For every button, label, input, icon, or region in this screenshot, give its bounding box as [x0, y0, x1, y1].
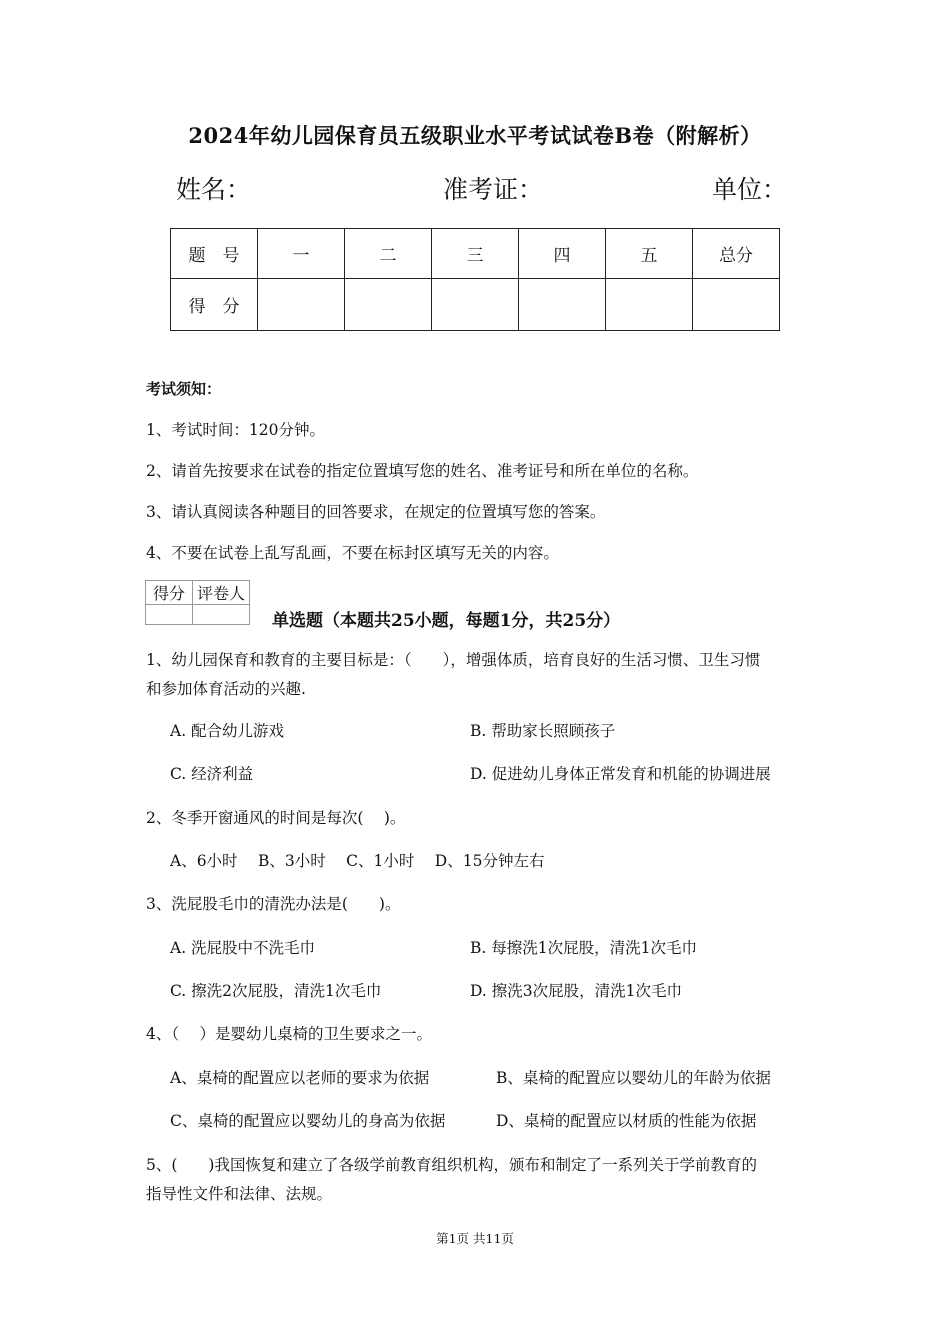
question-stem: 4、（ ）是婴幼儿桌椅的卫生要求之一。 — [146, 1025, 433, 1043]
score-table — [170, 228, 780, 331]
option-c: C. 擦洗2次屁股，清洗1次毛巾 — [170, 982, 382, 1000]
question-stem: 3、洗屁股毛巾的清洗办法是( )。 — [146, 895, 401, 913]
score-table-header-cell: 五 — [606, 229, 693, 279]
section-title: 单选题（本题共25小题，每题1分，共25分） — [272, 611, 621, 631]
name-field-label: 姓名： — [176, 175, 252, 204]
notice-item: 3、请认真阅读各种题目的回答要求，在规定的位置填写您的答案。 — [146, 503, 606, 521]
score-table-header-row — [171, 229, 780, 279]
score-table-score-label: 得 分 — [171, 279, 258, 331]
question-stem: 和参加体育活动的兴趣. — [146, 680, 306, 698]
question-stem: 2、冬季开窗通风的时间是每次( )。 — [146, 809, 406, 827]
score-table-header-cell: 三 — [432, 229, 519, 279]
unit-field-label: 单位： — [712, 175, 788, 204]
score-table-score-row — [171, 279, 780, 331]
grader-box-grader-label: 评卷人 — [193, 581, 250, 605]
exam-id-field-label: 准考证： — [443, 175, 544, 204]
question-stem: 5、( )我国恢复和建立了各级学前教育组织机构，颁布和制定了一系列关于学前教育的 — [146, 1156, 757, 1174]
option-b: B、桌椅的配置应以婴幼儿的年龄为依据 — [496, 1069, 771, 1087]
option-a: A、桌椅的配置应以老师的要求为依据 — [170, 1069, 430, 1087]
score-table-header-cell: 总分 — [693, 229, 780, 279]
grader-box-score-cell[interactable] — [146, 605, 193, 625]
option-c: C. 经济利益 — [170, 765, 254, 783]
question-options: A、6小时 B、3小时 C、1小时 D、15分钟左右 — [170, 852, 545, 870]
option-c: C、桌椅的配置应以婴幼儿的身高为依据 — [170, 1112, 446, 1130]
score-cell[interactable] — [606, 279, 693, 331]
score-cell[interactable] — [258, 279, 345, 331]
grader-box-grader-cell[interactable] — [193, 605, 250, 625]
grader-box-score-label: 得分 — [146, 581, 193, 605]
option-d: D、桌椅的配置应以材质的性能为依据 — [496, 1112, 757, 1130]
option-d: D. 擦洗3次屁股，清洗1次毛巾 — [470, 982, 682, 1000]
grader-box — [145, 580, 250, 625]
option-a: A. 配合幼儿游戏 — [170, 722, 285, 740]
page-title: 2024年幼儿园保育员五级职业水平考试试卷B卷（附解析） — [188, 123, 762, 148]
option-d: D. 促进幼儿身体正常发育和机能的协调进展 — [470, 765, 771, 783]
score-cell[interactable] — [432, 279, 519, 331]
score-cell[interactable] — [345, 279, 432, 331]
score-table-header-cell: 一 — [258, 229, 345, 279]
score-table-header-cell: 题 号 — [171, 229, 258, 279]
notice-item: 2、请首先按要求在试卷的指定位置填写您的姓名、准考证号和所在单位的名称。 — [146, 462, 699, 480]
page-footer: 第1页 共11页 — [436, 1231, 514, 1246]
notice-heading: 考试须知： — [146, 380, 222, 398]
option-b: B. 帮助家长照顾孩子 — [470, 722, 616, 740]
question-stem: 指导性文件和法律、法规。 — [146, 1185, 333, 1203]
score-cell[interactable] — [693, 279, 780, 331]
score-cell[interactable] — [519, 279, 606, 331]
notice-item: 4、不要在试卷上乱写乱画，不要在标封区填写无关的内容。 — [146, 544, 559, 562]
question-stem: 1、幼儿园保育和教育的主要目标是：（ ），增强体质，培育良好的生活习惯、卫生习惯 — [146, 651, 761, 669]
option-b: B. 每擦洗1次屁股，清洗1次毛巾 — [470, 939, 697, 957]
notice-item: 1、考试时间：120分钟。 — [146, 421, 325, 439]
option-a: A. 洗屁股中不洗毛巾 — [170, 939, 316, 957]
score-table-header-cell: 四 — [519, 229, 606, 279]
score-table-header-cell: 二 — [345, 229, 432, 279]
